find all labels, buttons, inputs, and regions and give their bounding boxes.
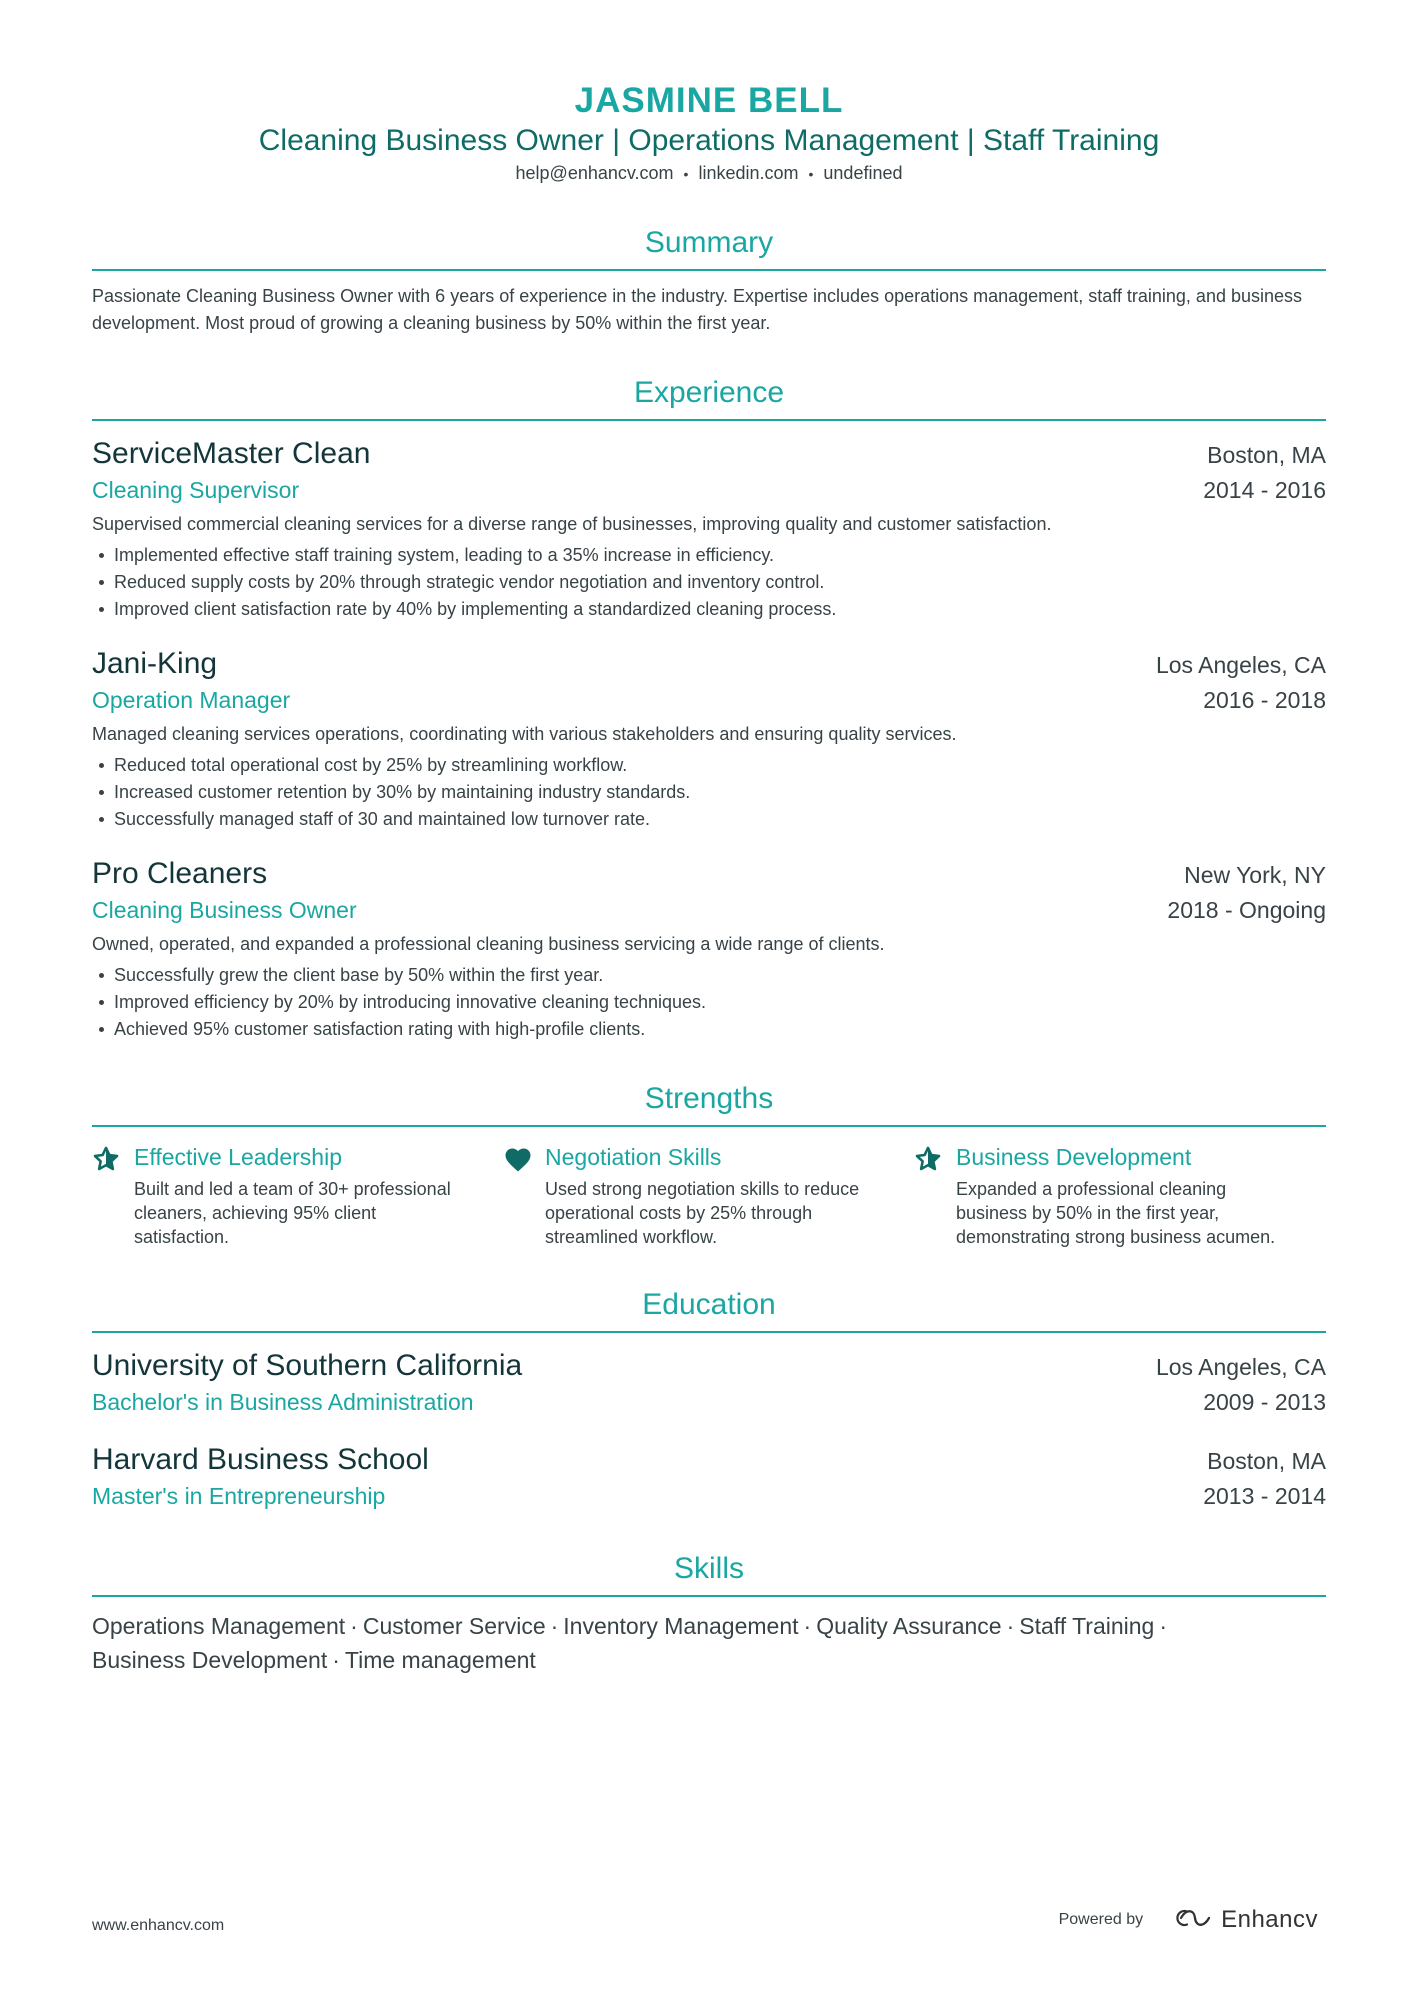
candidate-name: JASMINE BELL [574,81,844,120]
contact-other: undefined [823,163,903,183]
achievement-list [92,752,1326,833]
job-location: Boston, MA [1207,442,1326,468]
company-name: Jani-King [92,647,218,680]
achievement-list [92,542,1326,623]
strength-title: Negotiation Skills [545,1144,722,1170]
dot-separator: · [350,1613,358,1639]
school-name: Harvard Business School [92,1443,429,1476]
school-name: University of Southern California [92,1349,523,1382]
strength-title: Business Development [956,1144,1192,1170]
section-title-education: Education [92,1285,1326,1333]
company-name: ServiceMaster Clean [92,437,371,470]
job-title: Cleaning Supervisor [92,477,300,503]
strength-description: Expanded a professional cleaning business by 50% in the first year, demonstrating strong business acumen. [956,1179,1276,1247]
skill-item: Time management [344,1647,536,1673]
star-icon [914,1141,956,1249]
experience-section [92,373,1326,1043]
strength-item [92,1141,503,1249]
achievement-list [92,962,1326,1043]
job-description: Supervised commercial cleaning services for a diverse range of businesses, improving quality and customer satisfaction. [92,514,1052,534]
achievement-item: Implemented effective staff training system, leading to a 35% increase in efficiency. [92,542,1326,569]
skill-item: Quality Assurance [816,1613,1002,1639]
star-icon [92,1141,134,1249]
strengths-section [92,1079,1326,1249]
education-entry [92,1441,1326,1513]
section-title-strengths: Strengths [92,1079,1326,1127]
achievement-item: Improved efficiency by 20% by introducing innovative cleaning techniques. [92,989,1326,1016]
strength-description: Used strong negotiation skills to reduce operational costs by 25% through streamlined workflow. [545,1179,860,1247]
job-dates: 2016 - 2018 [1203,687,1326,713]
job-description: Managed cleaning services operations, coordinating with various stakeholders and ensuring quality services. [92,724,957,744]
dot-separator: · [1159,1613,1168,1639]
section-title-summary: Summary [92,223,1326,271]
brand-name: Enhancv [1221,1906,1318,1933]
achievement-item: Successfully grew the client base by 50% within the first year. [92,962,1326,989]
skills-section [92,1549,1326,1677]
skill-item: Business Development [92,1647,328,1673]
achievement-item: Achieved 95% customer satisfaction rating with high-profile clients. [92,1016,1326,1043]
contact-email[interactable]: help@enhancv.com [515,163,674,183]
achievement-item: Reduced total operational cost by 25% by streamlining workflow. [92,752,1326,779]
strength-description: Built and led a team of 30+ professional cleaners, achieving 95% client satisfaction. [134,1179,451,1247]
job-dates: 2018 - Ongoing [1167,897,1326,923]
strengths-grid [92,1141,1326,1249]
skill-item: Operations Management [92,1613,346,1639]
powered-by-label: Powered by [1058,1911,1144,1928]
education-section [92,1285,1326,1513]
experience-entry [92,645,1326,833]
heart-icon [503,1141,545,1249]
skill-item: Inventory Management [563,1613,799,1639]
dot-separator: · [1006,1613,1015,1639]
job-location: Los Angeles, CA [1155,652,1326,678]
school-location: Los Angeles, CA [1155,1354,1326,1380]
strength-title: Effective Leadership [134,1144,342,1170]
achievement-item: Increased customer retention by 30% by maintaining industry standards. [92,779,1326,806]
experience-entry [92,855,1326,1043]
education-dates: 2013 - 2014 [1203,1483,1326,1509]
skill-item: Customer Service [362,1613,546,1639]
dot-separator: · [550,1613,559,1639]
experience-entry [92,435,1326,623]
job-title: Cleaning Business Owner [92,897,357,923]
school-location: Boston, MA [1207,1448,1326,1474]
skills-list [92,1609,1326,1677]
achievement-item: Successfully managed staff of 30 and maintained low turnover rate. [92,806,1326,833]
section-title-skills: Skills [92,1549,1326,1597]
resume-page [92,80,1326,1677]
section-title-experience: Experience [92,373,1326,421]
education-entry [92,1347,1326,1419]
job-description: Owned, operated, and expanded a professional cleaning business servicing a wide range of clients. [92,934,885,954]
company-name: Pro Cleaners [92,857,268,890]
footer-website[interactable]: www.enhancv.com [92,1917,225,1934]
summary-section [92,223,1326,337]
footer-branding[interactable] [1059,1906,1318,1934]
degree: Bachelor's in Business Administration [92,1389,474,1415]
achievement-item: Improved client satisfaction rate by 40% by implementing a standardized cleaning process. [92,596,1326,623]
degree: Master's in Entrepreneurship [92,1483,386,1509]
contact-linkedin[interactable]: linkedin.com [698,163,799,183]
strength-item [503,1141,914,1249]
contact-line [92,160,1326,187]
bullet-separator: • [683,166,689,182]
job-title: Operation Manager [92,687,291,713]
job-dates: 2014 - 2016 [1203,477,1326,503]
bullet-separator: • [808,166,814,182]
achievement-item: Reduced supply costs by 20% through strategic vendor negotiation and inventory control. [92,569,1326,596]
summary-text: Passionate Cleaning Business Owner with 6 years of experience in the industry. Expertise includes operations management, staff training, and business development. Most proud of growing a cleaning business by 50% within the first year. [92,286,1303,333]
candidate-headline: Cleaning Business Owner | Operations Management | Staff Training [258,124,1160,157]
dot-separator: · [803,1613,812,1639]
education-dates: 2009 - 2013 [1203,1389,1326,1415]
enhancv-logo-icon [1169,1907,1213,1934]
strength-item [914,1141,1325,1249]
dot-separator: · [332,1647,340,1673]
skill-item: Staff Training [1019,1613,1155,1639]
job-location: New York, NY [1184,862,1326,888]
